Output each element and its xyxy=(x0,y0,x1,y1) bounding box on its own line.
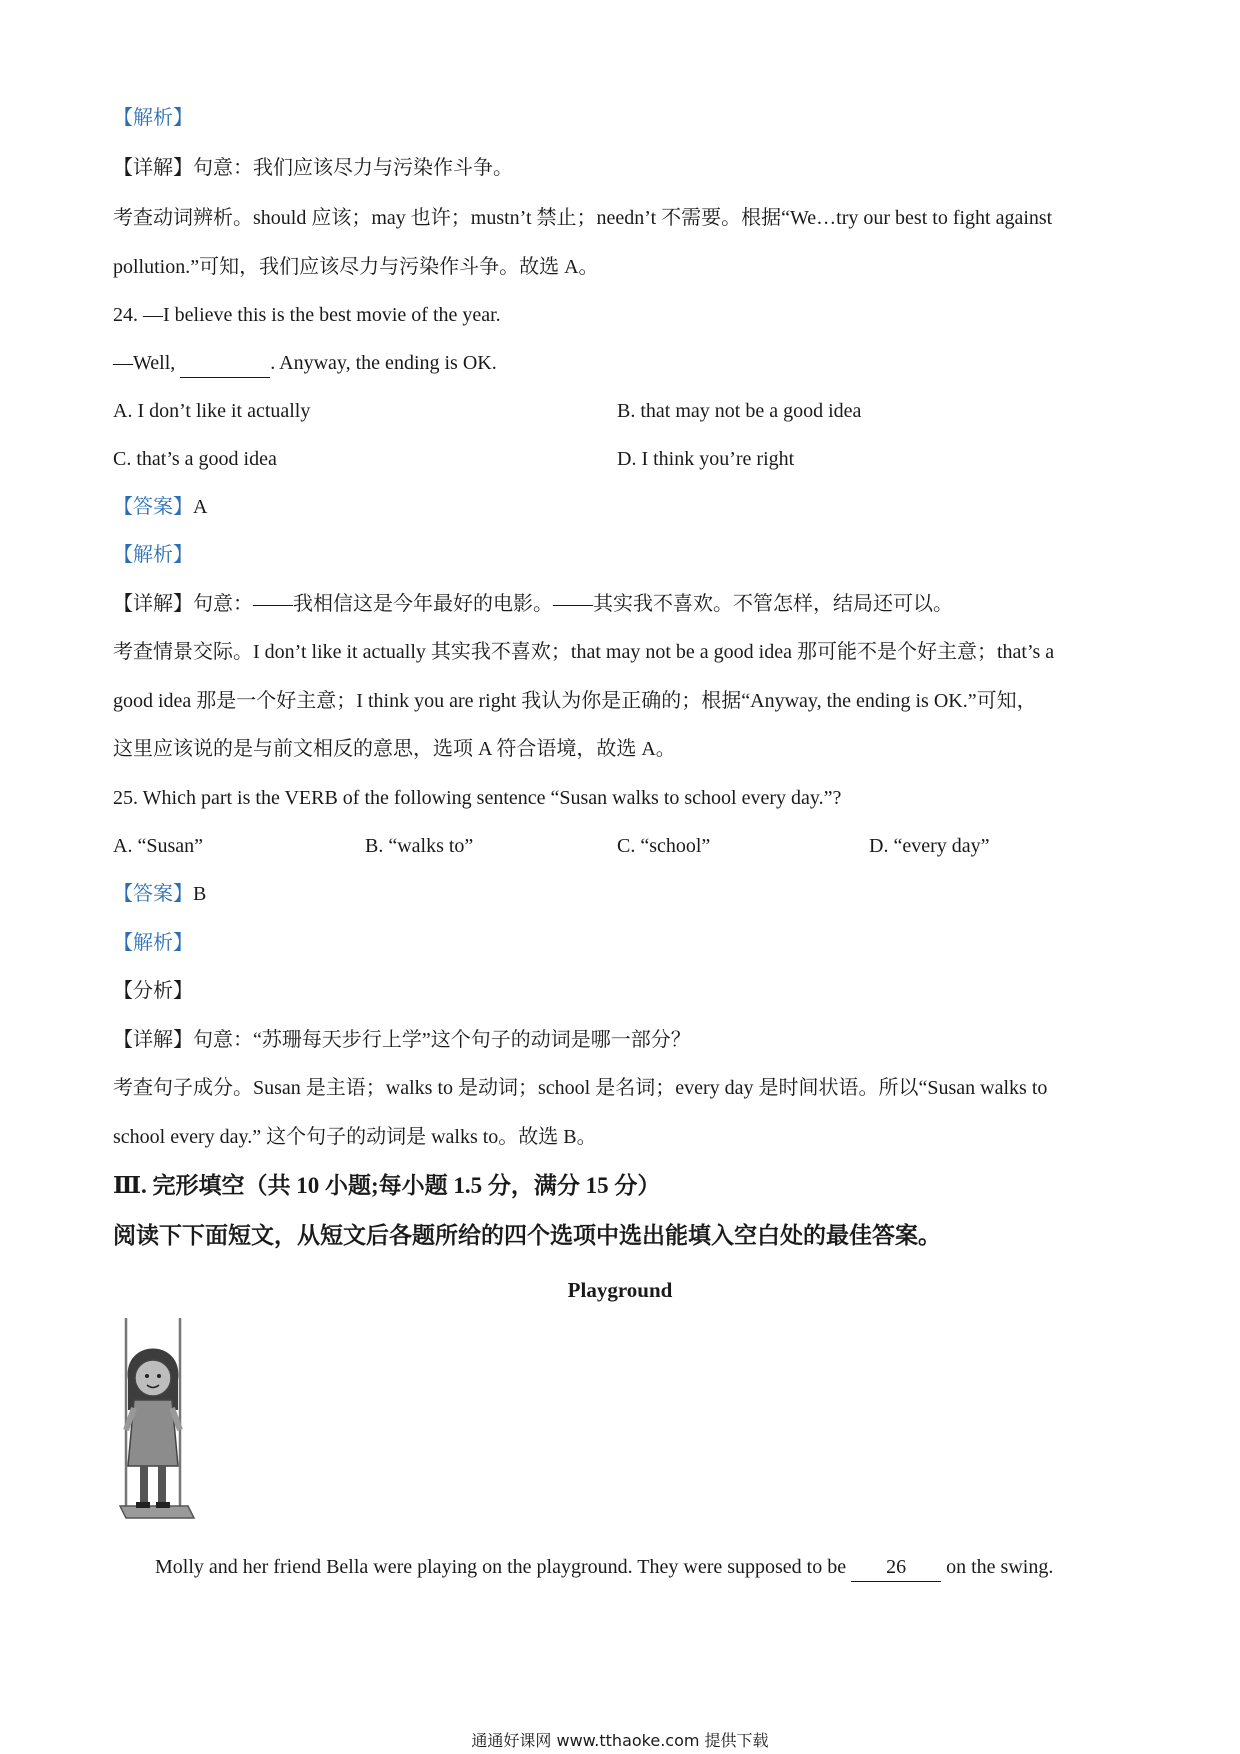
q24-stem: 24. —I believe this is the best movie of the year. xyxy=(113,304,501,326)
q24-reply: —Well, . Anyway, the ending is OK. xyxy=(113,349,497,378)
q25-stem: 25. Which part is the VERB of the following sentence “Susan walks to school every day.”? xyxy=(113,787,842,809)
q24-answer: 【答案】A xyxy=(113,496,208,518)
passage-line-1: Molly and her friend Bella were playing on the playground. They were supposed to be 26 on the swing. xyxy=(155,1553,1053,1582)
section-heading: Ⅲ. 完形填空（共 10 小题;每小题 1.5 分，满分 15 分） xyxy=(113,1173,661,1198)
q24-option-d: D. I think you’re right xyxy=(617,448,795,470)
blank-26: 26 xyxy=(851,1553,941,1582)
q25-analysis-line-1: 考查句子成分。Susan 是主语；walks to 是动词；school 是名词；every day 是时间状语。所以“Susan walks to xyxy=(113,1077,1048,1099)
q24-option-c: C. that’s a good idea xyxy=(113,448,277,470)
q25-option-d: D. “every day” xyxy=(869,835,990,857)
q23-jiexi-label: 【解析】 xyxy=(113,107,193,129)
q23-analysis-line-2: pollution.”可知，我们应该尽力与污染作斗争。故选 A。 xyxy=(113,256,599,278)
page-footer: 通通好课网 www.tthaoke.com 提供下载 xyxy=(471,1731,769,1750)
q25-fenxi-label: 【分析】 xyxy=(113,980,193,1002)
q25-jiexi-label: 【解析】 xyxy=(113,932,193,954)
q23-xiangjie: 【详解】句意：我们应该尽力与污染作斗争。 xyxy=(113,157,513,179)
q24-option-b: B. that may not be a good idea xyxy=(617,400,862,422)
q25-answer: 【答案】B xyxy=(113,883,207,905)
q25-option-b: B. “walks to” xyxy=(365,835,474,857)
girl-on-swing-illustration xyxy=(108,1318,208,1538)
q25-xiangjie: 【详解】句意：“苏珊每天步行上学”这个句子的动词是哪一部分？ xyxy=(113,1029,691,1051)
section-instruction: 阅读下下面短文，从短文后各题所给的四个选项中选出能填入空白处的最佳答案。 xyxy=(113,1223,941,1248)
q24-xiangjie: 【详解】句意：——我相信这是今年最好的电影。——其实我不喜欢。不管怎样，结局还可以。 xyxy=(113,593,953,615)
passage-title: Playground xyxy=(567,1278,673,1302)
q24-jiexi-label: 【解析】 xyxy=(113,544,193,566)
q24-blank xyxy=(180,349,270,378)
q25-option-c: C. “school” xyxy=(617,835,711,857)
q23-analysis-line-1: 考查动词辨析。should 应该；may 也许；mustn’t 禁止；needn’t 不需要。根据“We…try our best to fight against xyxy=(113,207,1053,229)
q25-analysis-line-2: school every day.” 这个句子的动词是 walks to。故选 B。 xyxy=(113,1126,597,1148)
q25-option-a: A. “Susan” xyxy=(113,835,203,857)
q24-analysis-line-3: 这里应该说的是与前文相反的意思，选项 A 符合语境，故选 A。 xyxy=(113,738,676,760)
q24-option-a: A. I don’t like it actually xyxy=(113,400,311,422)
q24-analysis-line-2: good idea 那是一个好主意；I think you are right 我认为你是正确的；根据“Anyway, the ending is OK.”可知， xyxy=(113,690,1037,712)
q24-analysis-line-1: 考查情景交际。I don’t like it actually 其实我不喜欢；that may not be a good idea 那可能不是个好主意；that’s a xyxy=(113,641,1055,663)
